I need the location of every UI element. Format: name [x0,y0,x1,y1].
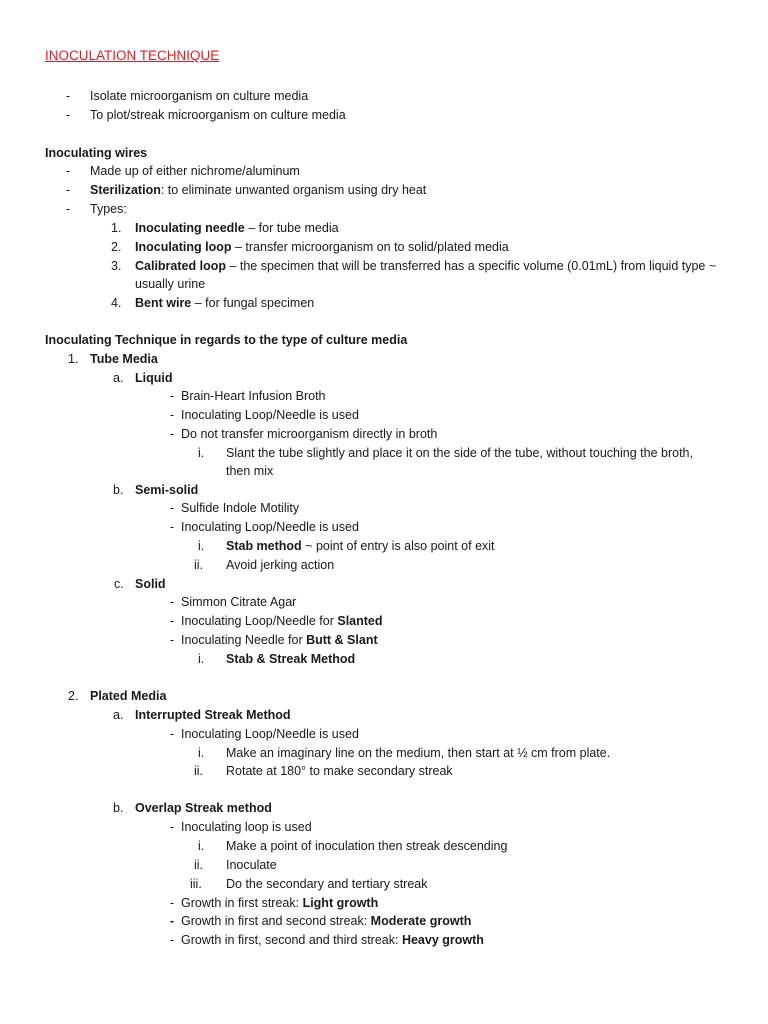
item-text: Growth in first and second streak: [181,914,371,928]
dash-marker: - [170,427,175,441]
list-item: Inoculating Loop/Needle is used [181,727,359,741]
growth-item [181,932,484,948]
list-item: Brain-Heart Infusion Broth [181,389,326,403]
dash-marker: - [170,501,175,515]
item-text: Growth in first, second and third streak: [181,933,402,947]
definition: – for fungal specimen [191,296,315,310]
dash-marker: - [66,108,71,122]
section-heading-technique: Inoculating Technique in regards to the type of culture media [45,333,408,347]
sub-item [226,538,495,554]
list-item: To plot/streak microorganism on culture media [90,108,346,122]
dash-marker: - [170,727,175,741]
dash-marker: - [170,614,175,628]
method-interrupted-streak: Interrupted Streak Method [135,708,291,722]
term: Sterilization [90,183,161,197]
sub-item: Rotate at 180° to make secondary streak [226,764,453,778]
item-text: Inoculating Loop/Needle for [181,614,338,628]
sub-item: Do the secondary and tertiary streak [226,877,428,891]
dash-marker: - [170,408,175,422]
type-item [135,295,314,311]
sub-item: Avoid jerking action [226,558,335,572]
list-item-sterilization [90,182,426,198]
list-letter: a. [113,708,124,722]
dash-marker: - [66,164,71,178]
subsection-tube-media: Tube Media [90,352,158,366]
list-item: Do not transfer microorganism directly in broth [181,427,438,441]
roman-numeral: i. [198,539,205,553]
roman-numeral: i. [198,839,205,853]
dash-marker: - [170,896,175,910]
term: Inoculating needle [135,221,245,235]
type-item-continued: usually urine [135,277,206,291]
term: Bent wire [135,296,192,310]
sub-item-continued: then mix [226,464,274,478]
media-type-solid: Solid [135,577,166,591]
term: Light growth [302,896,379,910]
dash-marker: - [66,183,71,197]
page-title: INOCULATION TECHNIQUE [45,48,220,63]
type-item [135,220,339,236]
roman-numeral: i. [198,446,205,460]
sub-item: Stab & Streak Method [226,652,356,666]
list-item: Simmon Citrate Agar [181,595,297,609]
term: Calibrated loop [135,259,226,273]
dash-marker: - [66,202,71,216]
section-heading-wires: Inoculating wires [45,146,148,160]
roman-numeral: i. [198,746,205,760]
list-letter: c. [114,577,124,591]
term: Stab method [226,539,302,553]
media-type-liquid: Liquid [135,371,173,385]
dash-marker: - [170,820,175,834]
roman-numeral: ii. [194,858,204,872]
item-text: Inoculating Needle for [181,633,307,647]
list-item: Inoculating loop is used [181,820,312,834]
definition: ~ point of entry is also point of exit [301,539,495,553]
list-item-types: Types: [90,202,127,216]
term: Moderate growth [370,914,472,928]
roman-numeral: i. [198,652,205,666]
type-item [135,239,509,255]
dash-marker: - [170,633,175,647]
term: Inoculating loop [135,240,232,254]
dash-marker: - [170,595,175,609]
definition: – the specimen that will be transferred has a specific volume (0.01mL) from liquid type ~ [225,259,717,273]
list-number: 1. [111,221,122,235]
type-item [135,258,716,274]
list-number: 4. [111,296,122,310]
list-number: 2. [111,240,122,254]
roman-numeral: iii. [190,877,202,891]
term: Butt & Slant [306,633,378,647]
list-number: 2. [68,689,79,703]
sub-item: Inoculate [226,858,277,872]
sub-item: Slant the tube slightly and place it on the side of the tube, without touching the broth, [226,446,693,460]
item-text: Growth in first streak: [181,896,303,910]
method-overlap-streak: Overlap Streak method [135,801,272,815]
list-item [181,613,383,629]
dash-marker: - [170,933,175,947]
dash-marker: - [170,914,175,928]
definition: – for tube media [244,221,339,235]
definition: – transfer microorganism on to solid/plated media [231,240,509,254]
growth-item [181,895,378,911]
list-letter: b. [113,801,124,815]
list-item: Isolate microorganism on culture media [90,89,309,103]
growth-item [181,913,471,929]
list-number: 3. [111,259,122,273]
dash-marker: - [170,520,175,534]
list-item: Sulfide Indole Motility [181,501,300,515]
roman-numeral: ii. [194,764,204,778]
subsection-plated-media: Plated Media [90,689,167,703]
sub-item: Make a point of inoculation then streak descending [226,839,508,853]
list-letter: a. [113,371,124,385]
list-letter: b. [113,483,124,497]
roman-numeral: ii. [194,558,204,572]
list-item [181,632,378,648]
term: Slanted [337,614,383,628]
media-type-semisolid: Semi-solid [135,483,199,497]
term: Heavy growth [401,933,484,947]
list-item: Inoculating Loop/Needle is used [181,520,359,534]
sub-item: Make an imaginary line on the medium, then start at ½ cm from plate. [226,746,611,760]
list-item: Inoculating Loop/Needle is used [181,408,359,422]
dash-marker: - [170,389,175,403]
definition: : to eliminate unwanted organism using dry heat [160,183,427,197]
list-item: Made up of either nichrome/aluminum [90,164,300,178]
dash-marker: - [66,89,71,103]
list-number: 1. [68,352,79,366]
